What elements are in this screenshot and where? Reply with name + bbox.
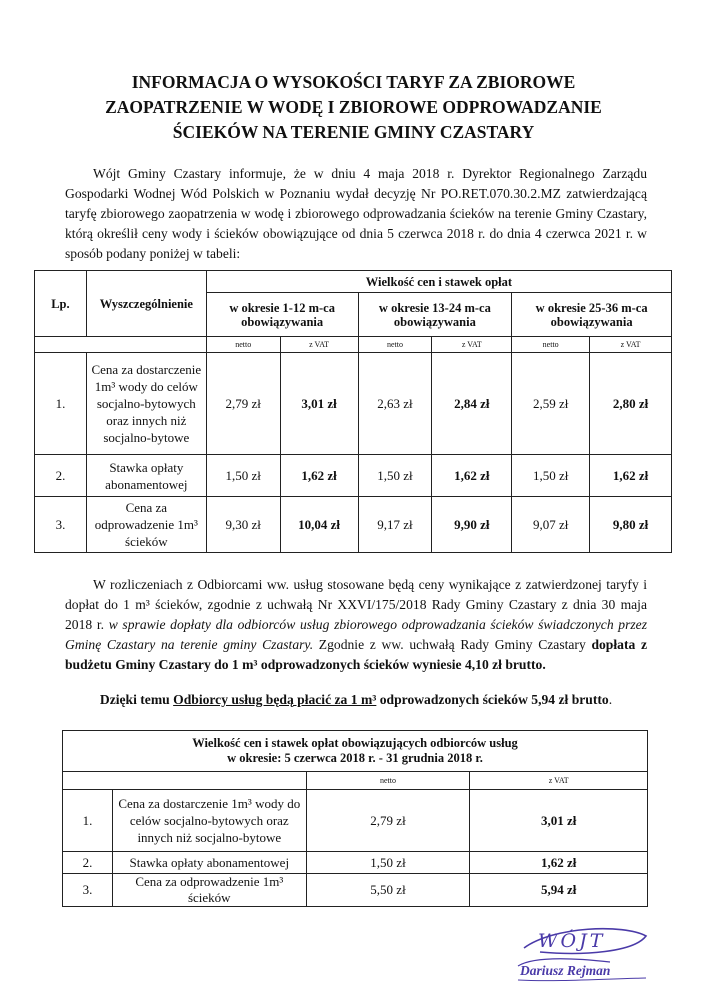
row-lp: 1. (63, 790, 113, 852)
final-dot: . (608, 692, 613, 707)
title-line-3: ŚCIEKÓW NA TERENIE GMINY CZASTARY (172, 122, 535, 142)
price-netto: 1,50 zł (512, 455, 590, 497)
spacer-cell (35, 337, 207, 353)
price-vat: 1,62 zł (432, 455, 512, 497)
final-underlined: Odbiorcy usług będą płacić za 1 m³ (173, 692, 377, 707)
price-netto: 2,59 zł (512, 353, 590, 455)
col-desc-header: Wyszczególnienie (86, 271, 206, 337)
row-lp: 3. (63, 874, 113, 907)
price-netto: 5,50 zł (306, 874, 470, 907)
row-desc: Cena za dostarczenie 1m³ wody do celów socjalno-bytowych oraz innych niż socjalno-bytowe (86, 353, 206, 455)
vat-label: z VAT (470, 772, 648, 790)
final-rest: odprowadzonych ścieków 5,94 zł brutto (376, 692, 609, 707)
final-price-paragraph (65, 690, 647, 710)
price-netto: 2,63 zł (358, 353, 432, 455)
intro-paragraph: Wójt Gminy Czastary informuje, że w dniu 4 maja 2018 r. Dyrektor Regionalnego Zarządu Gospodarki Wodnej Wód Polskich w Poznaniu wydał decyzję Nr PO.RET.070.30.2.MZ zatwierdzającą taryfę zbiorowego zaopatrzenia w wodę i zbiorowego odprowadzania ścieków na terenie Gminy Czastary, którą określił ceny wody i ścieków obowiązujące od dnia 5 czerwca 2018 r. do dnia 4 czerwca 2021 r. w sposób podany poniżej w tabeli: (65, 166, 647, 261)
resolution-title: w sprawie dopłaty dla odbiorców usług zbiorowego odprowadzania ścieków świadczonych przez Gminę Czastary na terenie gminy Czastary. (65, 617, 647, 652)
row-desc: Cena za dostarczenie 1m³ wody do celów socjalno-bytowych oraz innych niż socjalno-bytowe (112, 790, 306, 852)
price-netto: 1,50 zł (358, 455, 432, 497)
vat-label: z VAT (432, 337, 512, 353)
group-header: Wielkość cen i stawek opłat (206, 271, 671, 293)
tariff-table-3-years (34, 270, 672, 553)
table-row (35, 353, 672, 455)
vat-label: z VAT (280, 337, 358, 353)
price-vat: 3,01 zł (280, 353, 358, 455)
row-desc: Cena za odprowadzenie 1m³ ścieków (86, 497, 206, 553)
price-vat: 1,62 zł (590, 455, 672, 497)
title-line-1: INFORMACJA O WYSOKOŚCI TARYF ZA ZBIOROWE (131, 72, 576, 92)
row-desc: Cena za odprowadzenie 1m³ ścieków (112, 874, 306, 907)
price-vat: 9,90 zł (432, 497, 512, 553)
price-netto: 2,79 zł (306, 790, 470, 852)
row-desc: Stawka opłaty abonamentowej (112, 852, 306, 874)
table2-header-line-2: w okresie: 5 czerwca 2018 r. - 31 grudnia 2018 r. (227, 751, 483, 765)
table-row (63, 874, 648, 907)
price-vat: 1,62 zł (470, 852, 648, 874)
row-desc: Stawka opłaty abonamentowej (86, 455, 206, 497)
price-netto: 1,50 zł (306, 852, 470, 874)
price-netto: 9,17 zł (358, 497, 432, 553)
row-lp: 2. (35, 455, 87, 497)
period-header-1: w okresie 1-12 m-ca obowiązywania (206, 293, 358, 337)
price-netto: 1,50 zł (206, 455, 280, 497)
netto-label: netto (512, 337, 590, 353)
table2-header (63, 731, 648, 772)
table-row (63, 790, 648, 852)
final-lead: Dzięki temu (99, 692, 174, 707)
table2-header-line-1: Wielkość cen i stawek opłat obowiązujących odbiorców usług (192, 736, 518, 750)
price-netto: 2,79 zł (206, 353, 280, 455)
subsidy-amount: dopłata z budżetu Gminy Czastary do 1 m³ odprowadzonych ścieków wyniesie 4,10 zł brutto. (65, 637, 647, 672)
title-line-2: ZAOPATRZENIE W WODĘ I ZBIOROWE ODPROWADZANIE (105, 97, 602, 117)
col-lp-header: Lp. (35, 271, 87, 337)
netto-label: netto (358, 337, 432, 353)
table-row (35, 497, 672, 553)
price-vat: 10,04 zł (280, 497, 358, 553)
subsidy-paragraph (65, 575, 647, 675)
price-vat: 5,94 zł (470, 874, 648, 907)
period-header-3: w okresie 25-36 m-ca obowiązywania (512, 293, 672, 337)
row-lp: 3. (35, 497, 87, 553)
vat-label: z VAT (590, 337, 672, 353)
period-header-2: w okresie 13-24 m-ca obowiązywania (358, 293, 512, 337)
stamp-title: WÓJT (538, 930, 606, 952)
subsidy-text-1: W rozliczeniach z Odbiorcami ww. usług stosowane będą ceny wynikające z zatwierdzonej taryfy i dopłat do 1 m³ ścieków, zgodnie z uchwałą Nr XXVI/175/2018 Rady Gminy Czastary z dnia 30 maja 2018 r. (65, 577, 647, 632)
price-vat: 3,01 zł (470, 790, 648, 852)
wojt-signature-stamp (514, 922, 654, 986)
price-netto: 9,07 zł (512, 497, 590, 553)
table-row (63, 852, 648, 874)
row-lp: 2. (63, 852, 113, 874)
price-vat: 2,84 zł (432, 353, 512, 455)
table-row (35, 455, 672, 497)
price-vat: 2,80 zł (590, 353, 672, 455)
netto-label: netto (306, 772, 470, 790)
tariff-table-2018 (62, 730, 648, 907)
price-netto: 9,30 zł (206, 497, 280, 553)
document-title (60, 70, 647, 145)
price-vat: 9,80 zł (590, 497, 672, 553)
netto-label: netto (206, 337, 280, 353)
subsidy-text-2: Zgodnie z ww. uchwałą Rady Gminy Czastary (313, 637, 592, 652)
stamp-name: Dariusz Rejman (520, 963, 611, 978)
row-lp: 1. (35, 353, 87, 455)
spacer-cell (63, 772, 307, 790)
price-vat: 1,62 zł (280, 455, 358, 497)
